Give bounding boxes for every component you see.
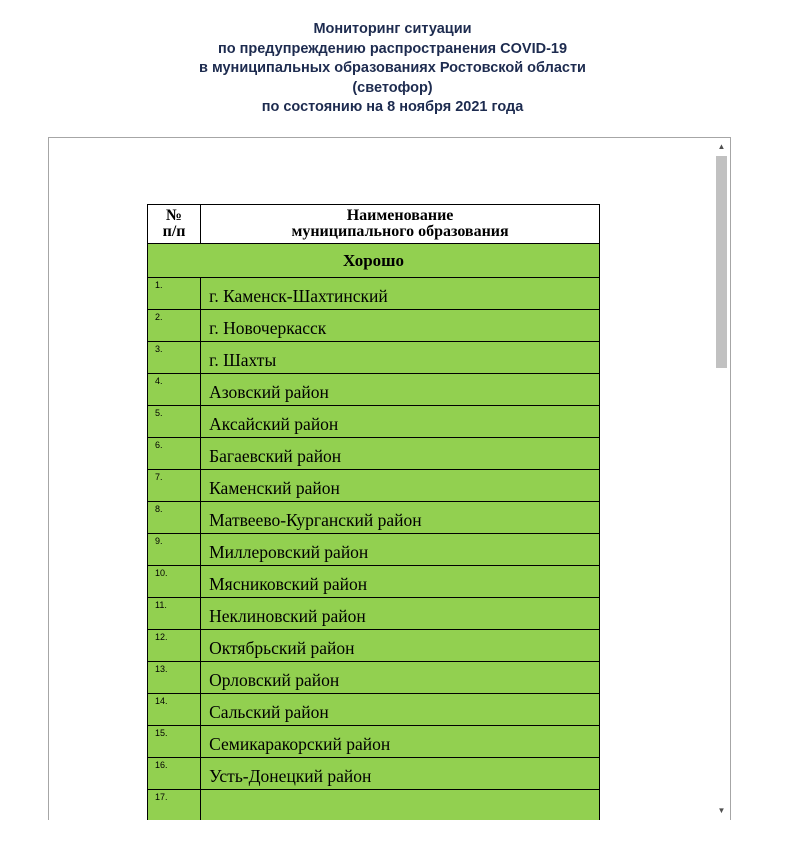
category-row bbox=[148, 244, 600, 278]
table-row bbox=[148, 310, 600, 342]
header-number-line-2: п/п bbox=[162, 223, 186, 240]
municipality-name: Семикаракорский район bbox=[201, 726, 600, 758]
vertical-scrollbar[interactable] bbox=[713, 138, 730, 820]
table-row bbox=[148, 662, 600, 694]
row-number: 11. bbox=[148, 598, 201, 630]
row-number: 8. bbox=[148, 502, 201, 534]
header-name-line-1: Наименование bbox=[346, 207, 454, 224]
municipality-name bbox=[201, 790, 600, 821]
municipality-name: Орловский район bbox=[201, 662, 600, 694]
municipality-name: Аксайский район bbox=[201, 406, 600, 438]
municipality-name: Миллеровский район bbox=[201, 534, 600, 566]
row-number: 7. bbox=[148, 470, 201, 502]
table-row bbox=[148, 406, 600, 438]
row-number: 16. bbox=[148, 758, 201, 790]
document-viewer[interactable] bbox=[48, 137, 731, 820]
title-line-4: (светофор) bbox=[352, 79, 433, 96]
scroll-up-arrow-icon[interactable]: ▲ bbox=[717, 142, 726, 151]
row-number: 15. bbox=[148, 726, 201, 758]
row-number: 17. bbox=[148, 790, 201, 821]
category-label: Хорошо bbox=[148, 244, 600, 278]
municipality-name: г. Шахты bbox=[201, 342, 600, 374]
municipality-name: г. Каменск-Шахтинский bbox=[201, 278, 600, 310]
table-row bbox=[148, 502, 600, 534]
header-number-line-1: № bbox=[166, 207, 183, 224]
table-row bbox=[148, 534, 600, 566]
row-number: 14. bbox=[148, 694, 201, 726]
table-row bbox=[148, 694, 600, 726]
table-row bbox=[148, 758, 600, 790]
municipality-name: Матвеево-Курганский район bbox=[201, 502, 600, 534]
municipality-name: Сальский район bbox=[201, 694, 600, 726]
municipality-name: Багаевский район bbox=[201, 438, 600, 470]
table-row bbox=[148, 598, 600, 630]
row-number: 13. bbox=[148, 662, 201, 694]
table-row bbox=[148, 438, 600, 470]
table-row bbox=[148, 630, 600, 662]
table-row bbox=[148, 566, 600, 598]
municipality-name: Октябрьский район bbox=[201, 630, 600, 662]
table-row bbox=[148, 374, 600, 406]
scroll-thumb[interactable] bbox=[716, 156, 727, 368]
title-line-1: Мониторинг ситуации bbox=[313, 21, 472, 37]
table-row bbox=[148, 470, 600, 502]
row-number: 12. bbox=[148, 630, 201, 662]
municipality-name: Каменский район bbox=[201, 470, 600, 502]
header-number bbox=[148, 205, 201, 244]
scroll-down-arrow-icon[interactable]: ▼ bbox=[717, 806, 726, 815]
title-line-5: по состоянию на 8 ноября 2021 года bbox=[261, 99, 524, 115]
header-name bbox=[201, 205, 600, 244]
municipality-name: Азовский район bbox=[201, 374, 600, 406]
row-number: 3. bbox=[148, 342, 201, 374]
table-row bbox=[148, 278, 600, 310]
title-line-2: по предупреждению распространения COVID-19 bbox=[217, 40, 568, 57]
table-row bbox=[148, 790, 600, 821]
row-number: 10. bbox=[148, 566, 201, 598]
table-header-row bbox=[148, 205, 600, 244]
page-title bbox=[0, 20, 785, 118]
title-line-3: в муниципальных образованиях Ростовской области bbox=[199, 60, 586, 76]
municipality-name: Мясниковский район bbox=[201, 566, 600, 598]
table-row bbox=[148, 342, 600, 374]
row-number: 6. bbox=[148, 438, 201, 470]
municipality-name: Неклиновский район bbox=[201, 598, 600, 630]
row-number: 5. bbox=[148, 406, 201, 438]
row-number: 2. bbox=[148, 310, 201, 342]
row-number: 1. bbox=[148, 278, 201, 310]
table-row bbox=[148, 726, 600, 758]
municipality-name: Усть-Донецкий район bbox=[201, 758, 600, 790]
municipalities-table bbox=[147, 204, 600, 820]
header-name-line-2: муниципального образования bbox=[291, 223, 509, 240]
row-number: 9. bbox=[148, 534, 201, 566]
municipality-name: г. Новочеркасск bbox=[201, 310, 600, 342]
row-number: 4. bbox=[148, 374, 201, 406]
